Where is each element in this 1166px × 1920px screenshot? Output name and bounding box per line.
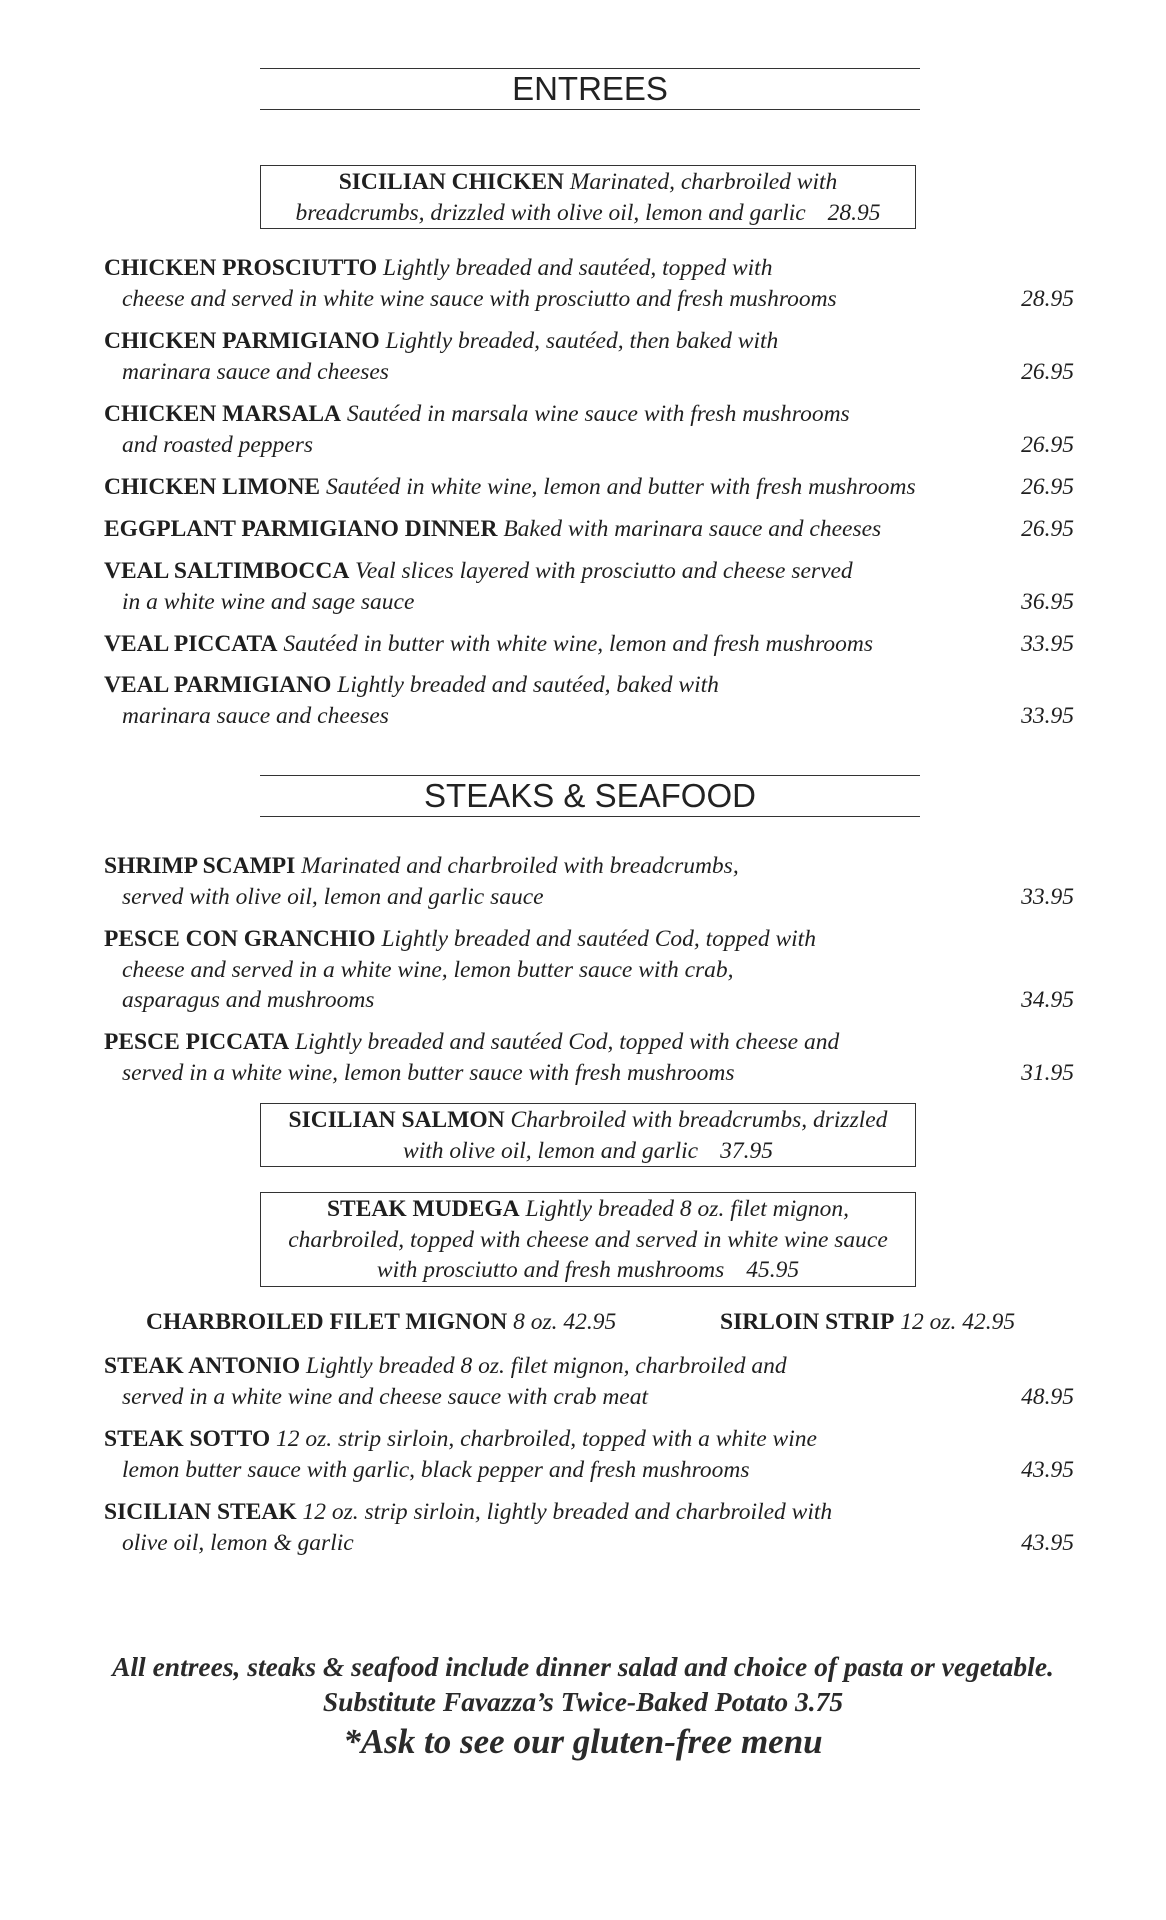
menu-item-chicken-prosciutto [104, 253, 1074, 314]
footer-gluten-free-note: *Ask to see our gluten-free menu [343, 1722, 823, 1761]
menu-item-pesce-con-granchio [104, 924, 1074, 1016]
item-desc: Sautéed in marsala wine sauce with fresh mushrooms [346, 401, 850, 427]
item-price: 33.95 [1021, 883, 1074, 910]
item-desc: 12 oz. 42.95 [900, 1309, 1016, 1335]
menu-item-sirloin-strip [720, 1307, 1015, 1337]
item-desc: Marinated, charbroiled with [569, 169, 838, 195]
item-desc: Veal slices layered with prosciutto and cheese served [355, 558, 853, 584]
menu-item-steak-antonio [104, 1351, 1074, 1412]
item-name: VEAL SALTIMBOCCA [104, 558, 350, 584]
item-name: SHRIMP SCAMPI [104, 853, 296, 879]
item-desc: Sautéed in white wine, lemon and butter with fresh mushrooms [325, 474, 916, 500]
item-price: 45.95 [746, 1257, 800, 1283]
item-desc: with prosciutto and fresh mushrooms [376, 1257, 725, 1283]
item-name: SICILIAN CHICKEN [338, 169, 564, 195]
item-desc: marinara sauce and cheeses [122, 358, 389, 385]
menu-item-veal-parmigiano [104, 670, 1074, 731]
item-desc: Baked with marinara sauce and cheeses [503, 516, 882, 542]
item-desc: olive oil, lemon & garlic [122, 1529, 354, 1556]
menu-item-veal-saltimbocca [104, 556, 1074, 617]
item-name: CHICKEN MARSALA [104, 401, 341, 427]
item-desc: Lightly breaded and sautéed Cod, topped with cheese and [295, 1029, 840, 1055]
item-price: 34.95 [1021, 987, 1074, 1013]
item-desc: breadcrumbs, drizzled with olive oil, lemon and garlic [295, 199, 806, 226]
item-desc: Lightly breaded and sautéed, topped with [383, 255, 773, 281]
menu-item-steak-sotto [104, 1424, 1074, 1485]
item-desc: with olive oil, lemon and garlic [403, 1137, 699, 1164]
featured-sicilian-chicken [260, 165, 916, 229]
item-desc: Sautéed in butter with white wine, lemon and fresh mushrooms [283, 631, 873, 657]
item-desc: marinara sauce and cheeses [122, 702, 389, 729]
footer-includes-note: All entrees, steaks & seafood include dinner salad and choice of pasta or vegetable. [112, 1651, 1054, 1682]
item-desc: charbroiled, topped with cheese and served in white wine sauce [288, 1226, 888, 1253]
item-desc: asparagus and mushrooms [122, 987, 375, 1013]
item-desc: served in a white wine and cheese sauce with crab meat [122, 1383, 649, 1410]
menu-item-shrimp-scampi [104, 851, 1074, 912]
item-desc: Marinated and charbroiled with breadcrumbs, [301, 853, 739, 879]
item-name: SICILIAN STEAK [104, 1499, 297, 1525]
item-name: PESCE CON GRANCHIO [104, 926, 376, 952]
item-price: 26.95 [1021, 358, 1074, 385]
item-name: STEAK SOTTO [104, 1426, 271, 1452]
footer-potato-note: Substitute Favazza’s Twice-Baked Potato 3.75 [322, 1686, 844, 1717]
item-price: 33.95 [1021, 702, 1074, 729]
menu-item-chicken-marsala [104, 399, 1074, 460]
featured-steak-mudega [260, 1192, 916, 1287]
item-desc: 12 oz. strip sirloin, charbroiled, topped with a white wine [275, 1426, 817, 1452]
item-price: 33.95 [1021, 631, 1074, 657]
item-desc: Lightly breaded and sautéed Cod, topped with [381, 926, 816, 952]
item-desc: Lightly breaded and sautéed, baked with [337, 672, 719, 698]
menu-item-pesce-piccata [104, 1027, 1074, 1088]
item-desc: lemon butter sauce with garlic, black pepper and fresh mushrooms [122, 1456, 750, 1483]
menu-item-sicilian-steak [104, 1497, 1074, 1558]
menu-item-filet-mignon [146, 1307, 616, 1337]
item-desc: Lightly breaded 8 oz. filet mignon, charbroiled and [306, 1353, 787, 1379]
item-desc: served with olive oil, lemon and garlic sauce [122, 883, 544, 910]
item-name: STEAK MUDEGA [326, 1196, 520, 1222]
item-price: 31.95 [1021, 1059, 1074, 1086]
item-price: 36.95 [1021, 588, 1074, 615]
item-price: 37.95 [720, 1137, 773, 1164]
item-price: 26.95 [1021, 516, 1074, 542]
steaks-seafood-header: STEAKS & SEAFOOD [260, 775, 920, 817]
item-price: 43.95 [1021, 1456, 1074, 1483]
item-price: 28.95 [1021, 285, 1074, 312]
item-desc: served in a white wine, lemon butter sauce with fresh mushrooms [122, 1059, 735, 1086]
item-name: CHICKEN LIMONE [104, 474, 321, 500]
item-name: SICILIAN SALMON [288, 1107, 505, 1133]
entrees-header: ENTREES [260, 68, 920, 110]
item-price: 26.95 [1021, 431, 1074, 458]
menu-item-veal-piccata [104, 629, 1074, 660]
item-name: PESCE PICCATA [104, 1029, 290, 1055]
item-desc: cheese and served in white wine sauce with prosciutto and fresh mushrooms [122, 285, 837, 312]
item-name: STEAK ANTONIO [104, 1353, 301, 1379]
item-desc: in a white wine and sage sauce [122, 588, 415, 615]
item-name: CHARBROILED FILET MIGNON [146, 1309, 508, 1335]
item-price: 26.95 [1021, 474, 1074, 500]
menu-item-chicken-parmigiano [104, 326, 1074, 387]
menu-item-chicken-limone [104, 472, 1074, 503]
item-desc: Charbroiled with breadcrumbs, drizzled [510, 1107, 888, 1133]
item-name: CHICKEN PARMIGIANO [104, 328, 380, 354]
item-name: CHICKEN PROSCIUTTO [104, 255, 378, 281]
item-desc: Lightly breaded, sautéed, then baked with [385, 328, 779, 354]
menu-item-eggplant-parmigiano [104, 514, 1074, 545]
item-price: 43.95 [1021, 1529, 1074, 1556]
item-price: 28.95 [827, 199, 881, 226]
item-desc: 12 oz. strip sirloin, lightly breaded and charbroiled with [302, 1499, 833, 1525]
item-desc: and roasted peppers [122, 431, 314, 458]
item-name: VEAL PARMIGIANO [104, 672, 332, 698]
item-name: SIRLOIN STRIP [720, 1309, 895, 1335]
item-desc: Lightly breaded 8 oz. filet mignon, [525, 1196, 849, 1222]
featured-sicilian-salmon [260, 1103, 916, 1167]
item-name: EGGPLANT PARMIGIANO DINNER [104, 516, 498, 542]
item-price: 48.95 [1021, 1383, 1074, 1410]
item-name: VEAL PICCATA [104, 631, 278, 657]
item-desc: 8 oz. 42.95 [513, 1309, 617, 1335]
item-desc: cheese and served in a white wine, lemon butter sauce with crab, [122, 956, 734, 983]
